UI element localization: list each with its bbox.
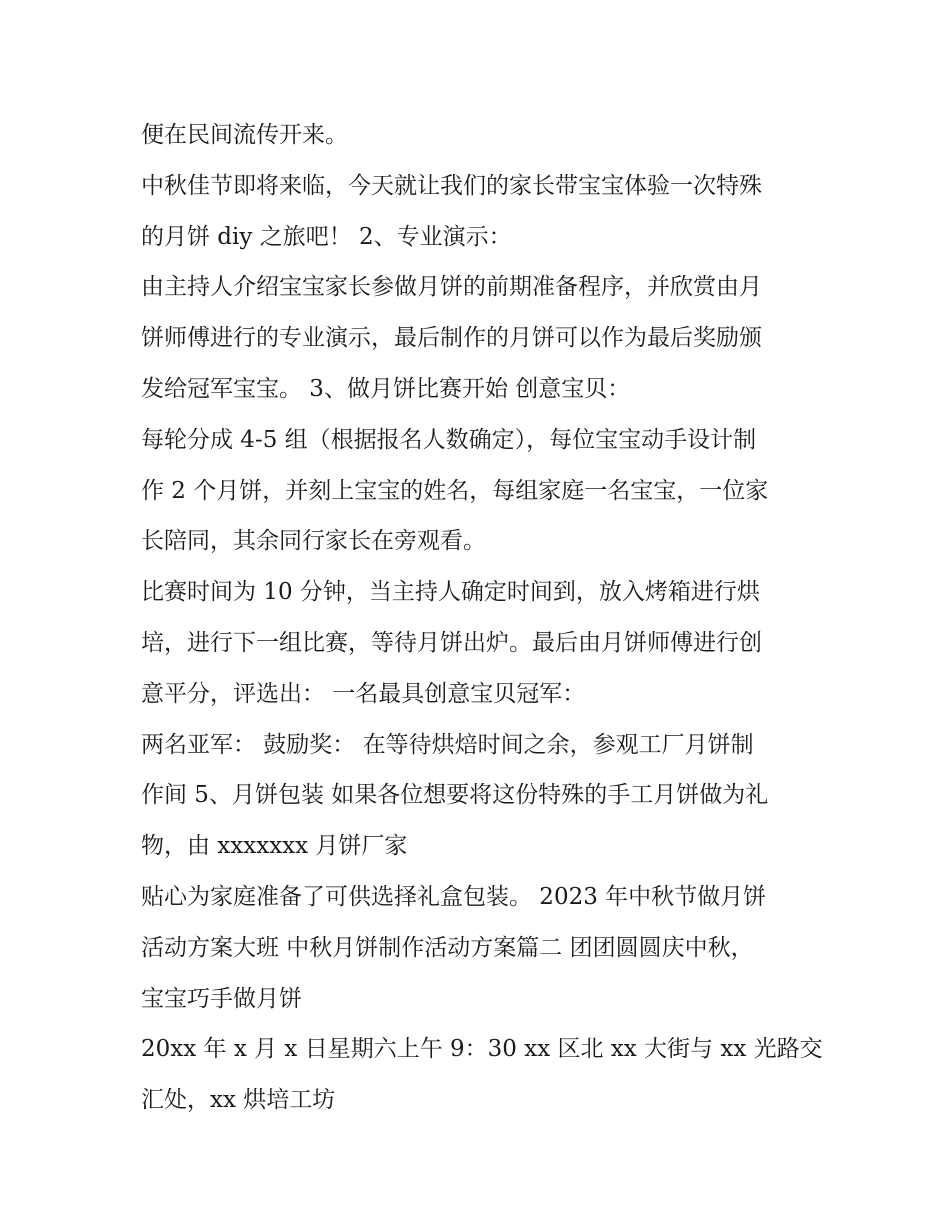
- paragraph-6: [141, 720, 821, 872]
- text-line: 意平分，评选出： 一名最具创意宝贝冠军：: [141, 680, 586, 707]
- paragraph-8: [141, 1024, 821, 1126]
- text-line: 每轮分成 4-5 组（根据报名人数确定），每位宝宝动手设计制: [141, 426, 757, 453]
- text-line: 宝宝巧手做月饼: [141, 985, 302, 1012]
- paragraph-7: [141, 872, 821, 1024]
- paragraph-1: [141, 110, 821, 161]
- text-line: 比赛时间为 10 分钟，当主持人确定时间到，放入烤箱进行烘: [141, 579, 760, 606]
- text-line: 贴心为家庭准备了可供选择礼盒包装。 2023 年中秋节做月饼: [141, 883, 767, 910]
- text-line: 发给冠军宝宝。 3、做月饼比赛开始 创意宝贝：: [141, 375, 631, 402]
- text-line: 作间 5、月饼包装 如果各位想要将这份特殊的手工月饼做为礼: [141, 782, 769, 809]
- text-line: 饼师傅进行的专业演示，最后制作的月饼可以作为最后奖励颁: [141, 325, 762, 352]
- text-line: 汇处，xx 烘培工坊: [141, 1087, 336, 1114]
- text-line: 培，进行下一组比赛，等待月饼出炉。最后由月饼师傅进行创: [141, 629, 762, 656]
- paragraph-3: [141, 262, 821, 414]
- text-line: 活动方案大班 中秋月饼制作活动方案篇二 团团圆圆庆中秋，: [141, 934, 754, 961]
- text-line: 的月饼 diy 之旅吧！ 2、专业演示：: [141, 223, 512, 250]
- text-line: 物，由 xxxxxxx 月饼厂家: [141, 833, 408, 860]
- text-line: 两名亚军： 鼓励奖： 在等待烘焙时间之余，参观工厂月饼制: [141, 731, 754, 758]
- text-line: 20xx 年 x 月 x 日星期六上午 9：30 xx 区北 xx 大街与 xx 光路交: [141, 1036, 823, 1063]
- paragraph-4: [141, 415, 821, 567]
- paragraph-2: [141, 161, 821, 263]
- paragraph-5: [141, 567, 821, 719]
- text-line: 由主持人介绍宝宝家长参做月饼的前期准备程序，并欣赏由月: [141, 274, 762, 301]
- text-line: 长陪同，其余同行家长在旁观看。: [141, 528, 486, 555]
- document-body: [141, 110, 821, 1126]
- text-line: 作 2 个月饼，并刻上宝宝的姓名，每组家庭一名宝宝，一位家: [141, 477, 769, 504]
- text-line: 便在民间流传开来。: [141, 122, 348, 148]
- text-line: 中秋佳节即将来临，今天就让我们的家长带宝宝体验一次特殊: [141, 172, 762, 199]
